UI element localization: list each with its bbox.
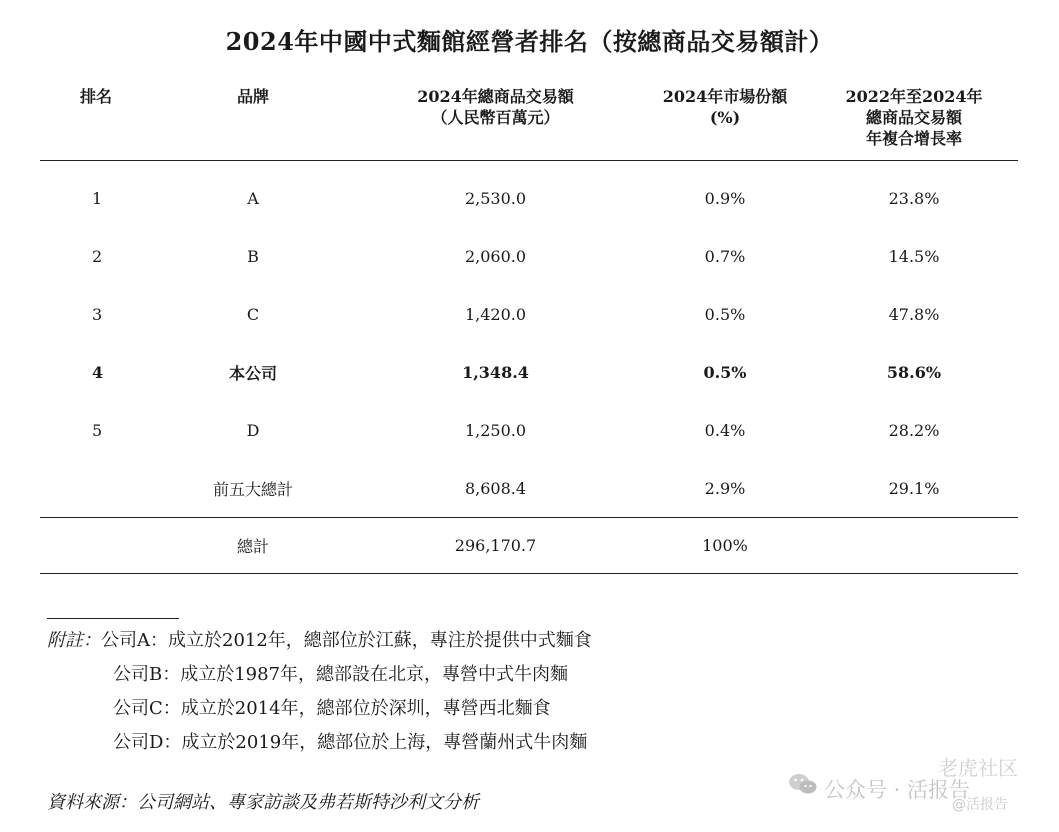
subtotal-label: 前五大總計 xyxy=(155,459,351,518)
gmv-cell: 1,420.0 xyxy=(464,304,527,324)
watermark-main: 公众号 · 活报告 xyxy=(824,778,971,802)
table-row xyxy=(40,227,1018,285)
header-brand: 品牌 xyxy=(155,86,351,161)
header-cagr: 2022年至2024年 總商品交易額 年複合增長率 xyxy=(810,86,1018,161)
total-row xyxy=(40,518,1018,574)
gmv-cell: 1,348.4 xyxy=(462,362,529,382)
gmv-cell: 2,530.0 xyxy=(464,188,527,208)
total-share: 100% xyxy=(640,518,810,574)
total-label: 總計 xyxy=(155,518,351,574)
subtotal-gmv: 8,608.4 xyxy=(351,459,640,518)
note-line xyxy=(47,692,592,726)
brand-cell: B xyxy=(247,246,259,266)
cagr-cell: 28.2% xyxy=(888,420,940,440)
brand-cell: C xyxy=(246,304,260,324)
rank-cell: 4 xyxy=(92,362,104,382)
brand-cell: 本公司 xyxy=(228,363,277,383)
share-cell: 0.5% xyxy=(704,304,746,324)
notes-prefix: 附註： xyxy=(47,630,101,651)
watermark xyxy=(786,754,1052,816)
brand-cell: D xyxy=(246,420,260,440)
table-row xyxy=(40,285,1018,343)
gmv-cell: 2,060.0 xyxy=(464,246,527,266)
share-cell: 0.4% xyxy=(704,420,746,440)
share-cell: 0.9% xyxy=(704,188,746,208)
cagr-cell: 47.8% xyxy=(888,304,940,324)
table-row xyxy=(40,161,1018,228)
notes-divider xyxy=(47,618,179,619)
header-rank: 排名 xyxy=(40,86,155,161)
cagr-cell: 23.8% xyxy=(888,188,940,208)
note-line xyxy=(47,624,592,658)
source-note: 資料來源：公司網站、專家訪談及弗若斯特沙利文分析 xyxy=(47,792,479,813)
note-line xyxy=(47,726,592,760)
share-cell: 0.5% xyxy=(703,362,747,382)
rank-cell: 5 xyxy=(92,420,103,440)
note-text: 公司B：成立於1987年，總部設在北京，專營中式牛肉麵 xyxy=(113,664,569,685)
ranking-table xyxy=(40,86,1018,574)
share-cell: 0.7% xyxy=(704,246,746,266)
page-title: 2024年中國中式麵館經營者排名（按總商品交易額計） xyxy=(225,27,834,56)
rank-cell: 2 xyxy=(92,246,103,266)
header-market-share: 2024年市場份額 (%) xyxy=(640,86,810,161)
watermark-sub: @活报告 xyxy=(952,797,1008,813)
note-text: 公司C：成立於2014年，總部位於深圳，專營西北麵食 xyxy=(113,698,551,719)
subtotal-share: 2.9% xyxy=(640,459,810,518)
total-gmv: 296,170.7 xyxy=(351,518,640,574)
rank-cell: 1 xyxy=(92,188,103,208)
header-gmv: 2024年總商品交易額 （人民幣百萬元） xyxy=(351,86,640,161)
cagr-cell: 58.6% xyxy=(886,362,942,382)
gmv-cell: 1,250.0 xyxy=(464,420,527,440)
table-row xyxy=(40,401,1018,459)
table-row-highlight xyxy=(40,343,1018,401)
note-line xyxy=(47,658,592,692)
watermark-top: 老虎社区 xyxy=(938,756,1018,780)
subtotal-cagr: 29.1% xyxy=(810,459,1018,518)
note-text: 公司A：成立於2012年，總部位於江蘇，專注於提供中式麵食 xyxy=(101,630,592,651)
rank-cell: 3 xyxy=(92,304,103,324)
note-text: 公司D：成立於2019年，總部位於上海，專營蘭州式牛肉麵 xyxy=(113,732,588,753)
brand-cell: A xyxy=(247,188,259,208)
wechat-icon xyxy=(788,772,818,796)
table-header-row xyxy=(40,86,1018,161)
subtotal-row xyxy=(40,459,1018,518)
cagr-cell: 14.5% xyxy=(888,246,940,266)
notes xyxy=(47,624,592,760)
